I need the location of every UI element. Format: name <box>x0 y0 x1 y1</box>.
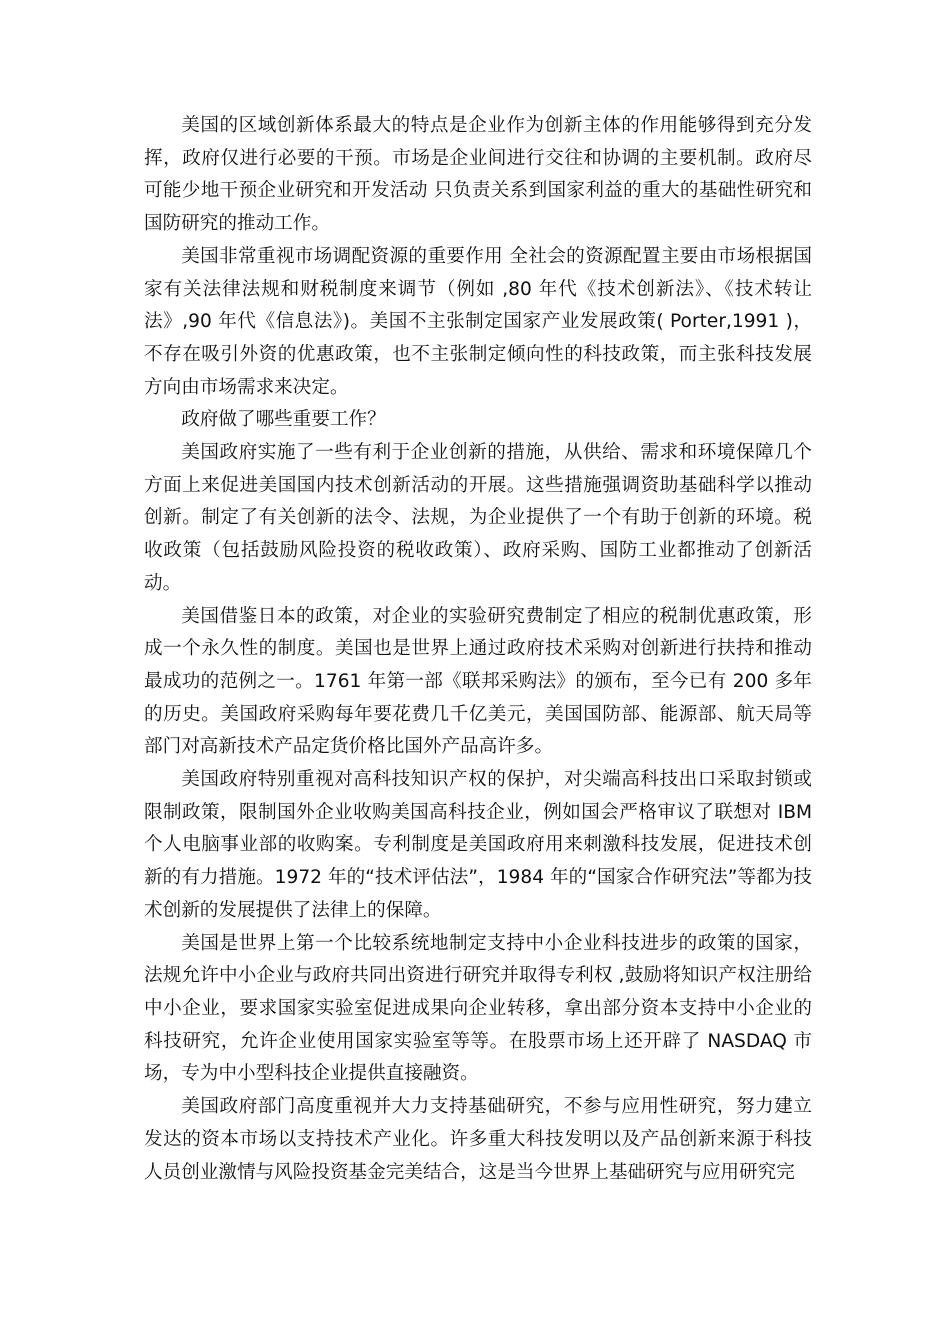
document-body <box>144 110 812 1189</box>
paragraph-5: 美国借鉴日本的政策，对企业的实验研究费制定了相应的税制优惠政策，形成一个永久性的制度。美国也是世界上通过政府技术采购对创新进行扶持和推动最成功的范例之一。1761 年第一部《联邦采购法》的颁布，至今已有 200 多年的历史。美国政府采购每年要花费几千亿美元，美国国防部、能源部、航天局等部门对高新技术产品定货价格比国外产品高许多。 <box>144 605 812 758</box>
paragraph-7: 美国是世界上第一个比较系统地制定支持中小企业科技进步的政策的国家，法规允许中小企业与政府共同出资进行研究并取得专利权 ,鼓励将知识产权注册给中小企业，要求国家实验室促进成果向企业转移，拿出部分资本支持中小企业的科技研究，允许企业使用国家实验室等等。在股票市场上还开辟了 NASDAQ 市场，专为中小型科技企业提供直接融资。 <box>144 932 812 1085</box>
paragraph-2: 美国非常重视市场调配资源的重要作用 全社会的资源配置主要由市场根据国家有关法律法规和财税制度来调节（例如 ,80 年代《技术创新法》、《技术转让法》,90 年代《信息法》)。美国不主张制定国家产业发展政策( Porter,1991 )，不存在吸引外资的优惠政策，也不主张制定倾向性的科技政策，而主张科技发展方向由市场需求来决定。 <box>144 245 812 398</box>
paragraph-8: 美国政府部门高度重视并大力支持基础研究，不参与应用性研究，努力建立发达的资本市场以支持技术产业化。许多重大科技发明以及产品创新来源于科技人员创业激情与风险投资基金完美结合，这是当今世界上基础研究与应用研究完 <box>144 1096 812 1183</box>
paragraph-4: 美国政府实施了一些有利于企业创新的措施，从供给、需求和环境保障几个方面上来促进美国国内技术创新活动的开展。这些措施强调资助基础科学以推动创新。制定了有关创新的法令、法规，为企业提供了一个有助于创新的环境。税收政策（包括鼓励风险投资的税收政策）、政府采购、国防工业都推动了创新活动。 <box>144 442 812 594</box>
paragraph-1: 美国的区域创新体系最大的特点是企业作为创新主体的作用能够得到充分发挥，政府仅进行必要的干预。市场是企业间进行交往和协调的主要机制。政府尽可能少地干预企业研究和开发活动 只负责关系到国家利益的重大的基础性研究和国防研究的推动工作。 <box>144 115 812 235</box>
paragraph-3: 政府做了哪些重要工作？ <box>181 409 386 431</box>
paragraph-6: 美国政府特别重视对高科技知识产权的保护，对尖端高科技出口采取封锁或限制政策，限制国外企业收购美国高科技企业，例如国会严格审议了联想对 IBM 个人电脑事业部的收购案。专利制度是美国政府用来刺激科技发展，促进技术创新的有力措施。1972 年的“技术评估法”，1984 年的“国家合作研究法”等都为技术创新的发展提供了法律上的保障。 <box>144 769 812 921</box>
